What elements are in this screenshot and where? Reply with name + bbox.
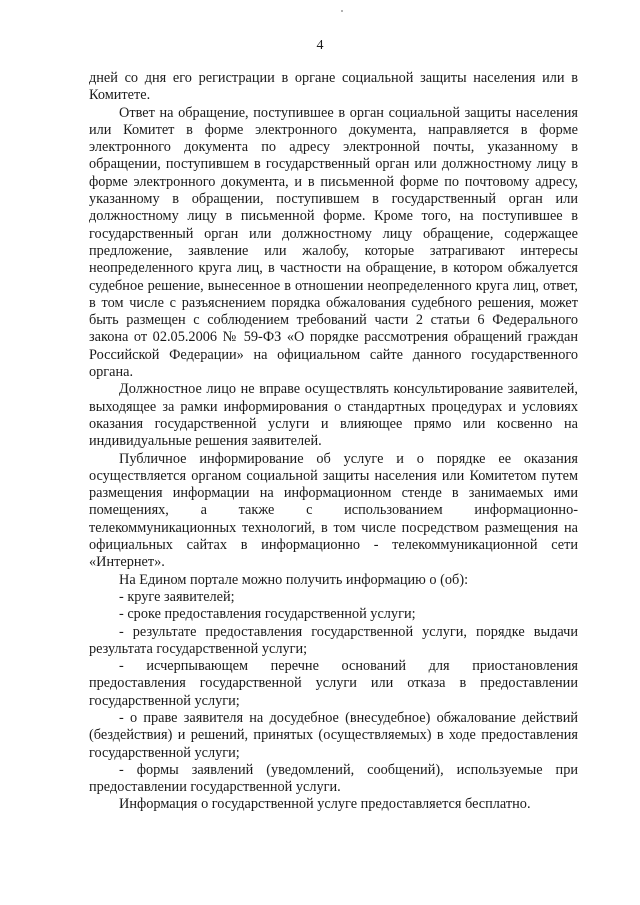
paragraph-free-of-charge: Информация о государственной услуге предоставляется бесплатно. — [119, 796, 531, 813]
list-item: - сроке предоставления государственной услуги; — [119, 606, 416, 623]
list-item: - круге заявителей; — [119, 588, 235, 605]
paragraph-portal-intro: На Едином портале можно получить информацию о (об): — [119, 571, 469, 588]
scan-speck — [341, 10, 343, 12]
list-item: - о праве заявителя на досудебное (внесудебное) обжалование действий (бездействия) и решений, принятых (осуществляемых) в ходе предоставления государственной услуги; — [89, 709, 578, 761]
paragraph-continuation: дней со дня его регистрации в органе социальной защиты населения или в Комитете. — [89, 70, 578, 104]
list-item: - исчерпывающем перечне оснований для приостановления предоставления государственной услуги или отказа в предоставлении государственной услуги; — [89, 658, 578, 709]
list-item: - результате предоставления государственной услуги, порядке выдачи результата государственной услуги; — [89, 623, 578, 657]
list-item: - формы заявлений (уведомлений, сообщений), используемые при предоставлении государственной услуги. — [89, 761, 578, 796]
paragraph-consultation-limits: Должностное лицо не вправе осуществлять консультирование заявителей, выходящее за рамки информирования о стандартных процедурах и условиях оказания государственной услуги и влияющее прямо или косвенно на индивидуальные решения заявителей. — [89, 381, 578, 450]
paragraph-response-delivery: Ответ на обращение, поступившее в орган социальной защиты населения или Комитет в форме электронного документа, направляется в форме электронного документа по адресу электронной почты, указанному в обращении, поступившем в государственный орган или должностному лицу в форме электронного документа, и в письменной форме по почтовому адресу, указанному в обращении, поступившем в государственный орган или должностному лицу в письменной форме. Кроме того, на поступившее в государственный орган или должностному лицу обращение, содержащее предложение, заявление или жалобу, которые затрагивают интересы неопределенного круга лиц, в частности на обращение, в котором обжалуется судебное решение, вынесенное в отношении неопределенного круга лиц, ответ, в том числе с разъяснением порядка обжалования судебного решения, может быть размещен с соблюдением требований части 2 статьи 6 Федерального закона от 02.05.2006 № 59-ФЗ «О порядке рассмотрения обращений граждан Российской Федерации» на официальном сайте данного государственного органа. — [89, 104, 578, 381]
paragraph-public-information: Публичное информирование об услуге и о порядке ее оказания осуществляется органом социальной защиты населения или Комитетом путем размещения информации на информационном стенде в занимаемых ими помещениях, а также с использованием информационно-телекоммуникационных технологий, в том числе посредством размещения на официальных сайтах в информационно - телекоммуникационной сети «Интернет». — [89, 450, 578, 571]
page-number: 4 — [316, 38, 324, 53]
document-body — [89, 70, 578, 814]
